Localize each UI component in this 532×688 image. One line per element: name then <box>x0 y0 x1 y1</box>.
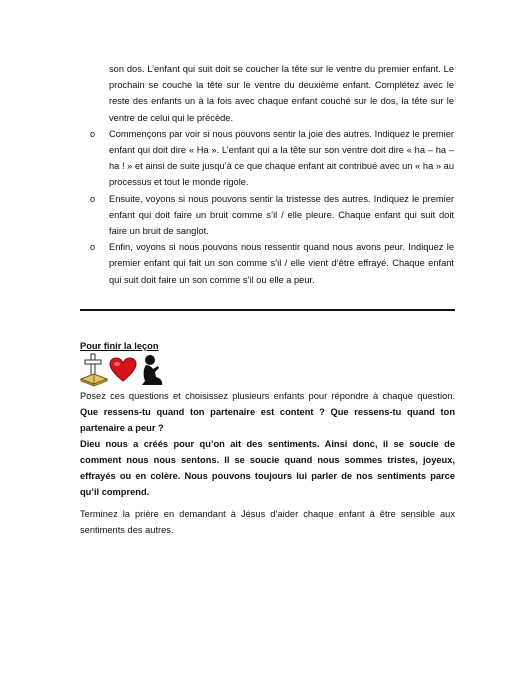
closing-section <box>80 388 455 500</box>
section-icons <box>80 353 170 387</box>
instructions-list <box>90 61 454 288</box>
section-heading <box>80 340 159 352</box>
bullet-marker: o <box>90 193 96 204</box>
bible-cross-icon <box>80 353 108 387</box>
section-heading-text: Pour finir la leçon <box>80 341 159 351</box>
praying-child-icon <box>140 354 166 387</box>
discussion-questions: Que ressens-tu quand ton partenaire est content ? Que ressens-tu quand ton partenaire a peur ? <box>80 407 455 433</box>
bullet-text-joy: Commençons par voir si nous pouvons sentir la joie des autres. Indiquez le premier enfant qui doit dire « Ha ». L’enfant qui a la tête sur son ventre doit dire « ha – ha – ha ! » et ainsi de suite jusqu’à ce que chaque enfant ait contribué avec un « ha » au processus et tout le monde rigole. <box>109 128 454 188</box>
heart-icon <box>109 357 137 383</box>
closing-prayer: Terminez la prière en demandant à Jésus d’aider chaque enfant à être sensible aux sentiments des autres. <box>80 509 455 535</box>
continuation-paragraph: son dos. L’enfant qui suit doit se coucher la tête sur le ventre du premier enfant. Le prochain se couche la tête sur le ventre du deuxième enfant. Complétez avec le reste des enfants un à la fois avec chaque enfant couché sur le dos, la tête sur le ventre de celui qui le précède. <box>109 64 454 123</box>
bullet-text-fear: Enfin, voyons si nous pouvons nous ressentir quand nous avons peur. Indiquez le premier enfant qui fait un son comme s’il / elle vient d’être effrayé. Chaque enfant qui suit doit faire un son comme s’il ou elle a peur. <box>109 242 454 285</box>
bullet-marker: o <box>90 242 96 253</box>
list-item <box>90 126 454 191</box>
teaching-statement: Dieu nous a créés pour qu’on ait des sentiments. Ainsi donc, il se soucie de comment nous nous sentons. Il se soucie quand nous sommes tristes, joyeux, effrayés ou en colère. Nous pouvons toujours lui parler de nos sentiments parce qu’il comprend. <box>80 439 455 497</box>
discussion-paragraph <box>80 388 455 436</box>
bullet-marker: o <box>90 128 96 139</box>
list-item <box>90 239 454 288</box>
discussion-intro: Posez ces questions et choisissez plusieurs enfants pour répondre à chaque question. <box>80 391 455 401</box>
bullet-text-sadness: Ensuite, voyons si nous pouvons sentir la tristesse des autres. Indiquez le premier enfant qui doit faire un bruit comme s’il / elle pleure. Chaque enfant qui suit doit faire un bruit de sanglot. <box>109 193 454 237</box>
section-divider <box>80 309 455 311</box>
list-item <box>90 191 454 240</box>
prayer-section <box>80 506 455 538</box>
